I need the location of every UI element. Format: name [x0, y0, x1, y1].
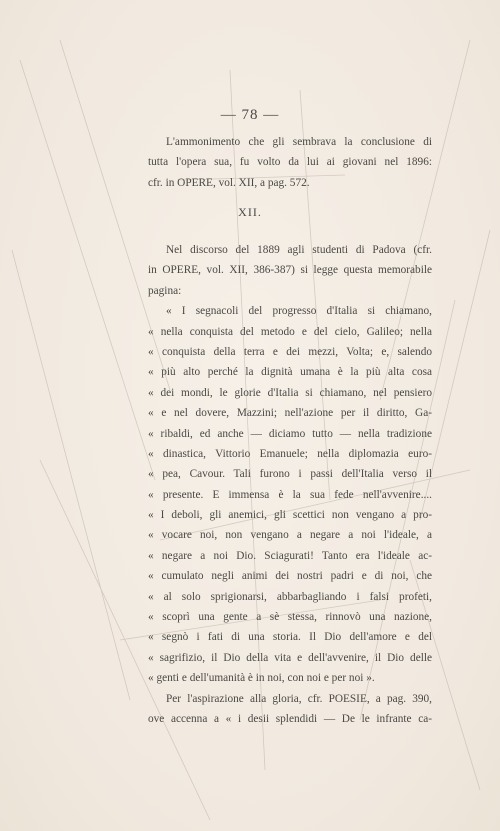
quote-line: « segnò i fati di una storia. Il Dio dell'amore e del [148, 631, 432, 644]
quote-line: « cumulato negli animi dei nostri padri e di noi, che [148, 570, 432, 583]
text-line: L'ammonimento che gli sembrava la conclusione di [166, 136, 432, 148]
quote-line: « più alto perché la dignità umana è la più alta cosa [148, 366, 432, 379]
text-line: ove accenna a « i desii splendidi — De le infrante ca- [148, 712, 432, 725]
quote-line: « e nel dovere, Mazzini; nell'azione per il diritto, Ga- [148, 407, 432, 420]
quote-line: « al solo sprigionarsi, abbarbagliando i falsi profeti, [148, 590, 432, 603]
quote-line: « conquista della terra e dei mezzi, Volta; e, salendo [148, 345, 432, 358]
quote-line: « presente. E immensa è la sua fede nell'avvenire.... [148, 488, 432, 501]
section-heading: XII. [238, 205, 262, 219]
text-line: in OPERE, vol. XII, 386-387) si legge questa memorabile [148, 264, 432, 277]
page-number: — 78 — [220, 107, 280, 123]
quote-line: « genti e dell'umanità è in noi, con noi e per noi ». [148, 672, 375, 685]
text-line: Per l'aspirazione alla gloria, cfr. POESIE, a pag. 390, [166, 692, 432, 705]
quote-line: « ribaldi, ed anche — diciamo tutto — nella tradizione [148, 427, 432, 440]
quote-line: « negare a noi Dio. Sciagurati! Tanto era l'ideale ac- [148, 549, 432, 562]
quote-line: « vocare noi, non vengano a negare a noi l'ideale, a [148, 529, 432, 542]
paragraph-2 [148, 240, 432, 729]
text-line: Nel discorso del 1889 agli studenti di Padova (cfr. [166, 244, 432, 256]
text-line: cfr. in OPERE, vol. XII, a pag. 572. [148, 176, 310, 189]
paragraph-1 [148, 132, 432, 193]
quote-line: « pea, Cavour. Tali furono i passi dell'Italia verso il [148, 468, 432, 481]
quote-line: « scoprì una gente a sè stessa, rinnovò una nazione, [148, 611, 432, 624]
quote-line: « sagrifizio, il Dio della vita e dell'avvenire, il Dio delle [148, 651, 432, 664]
quote-line: « I segnacoli del progresso d'Italia si chiamano, [166, 305, 432, 318]
text-line: tutta l'opera sua, fu volto da lui ai giovani nel 1896: [148, 156, 432, 169]
quote-line: « I deboli, gli anemici, gli scettici non vengano a pro- [148, 509, 432, 522]
quote-line: « nella conquista del metodo e del cielo, Galileo; nella [148, 325, 432, 338]
quote-line: « dinastica, Vittorio Emanuele; nella diplomazia euro- [148, 447, 432, 460]
text-line: pagina: [148, 284, 182, 297]
quote-line: « dei mondi, le glorie d'Italia si chiamano, nel pensiero [148, 386, 432, 399]
